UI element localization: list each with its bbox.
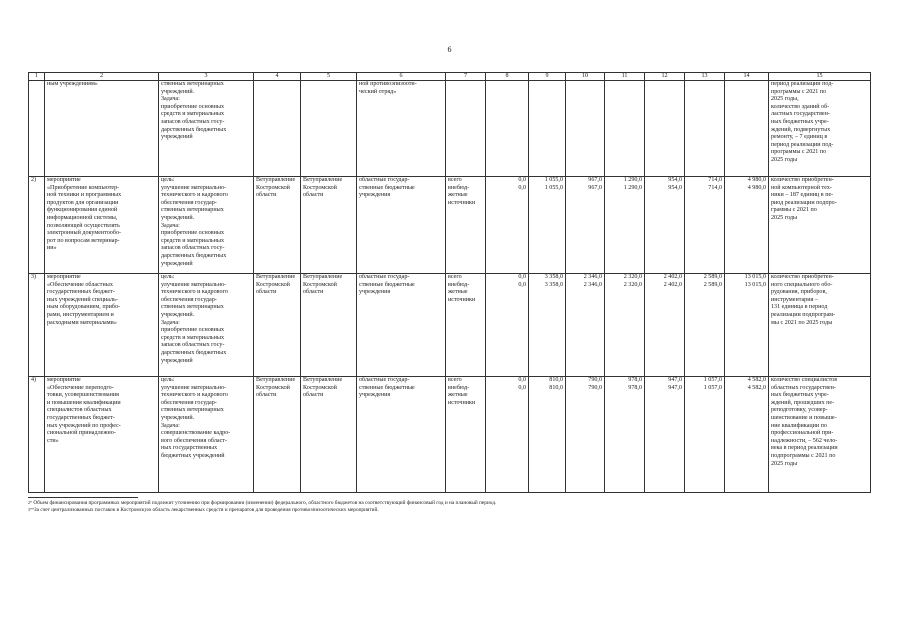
cell-line: цель: [161,177,175,183]
cell-line: ных государственных [161,445,218,452]
footnote-mark: 2* [28,500,32,505]
cell-line: ной противоэпизооти- [359,81,417,87]
cell-line: учреждений [161,260,193,267]
cell-executor [254,377,301,493]
cell-line: учреждений [161,357,193,364]
cell-value [685,177,725,274]
cell-line: рот по вопросам ветеринар- [47,237,120,244]
column-number: 9 [529,73,566,81]
cell-line: области [303,392,324,399]
value-extrabudget: 2 589,0 [703,281,722,288]
cell-line: всего [448,177,462,183]
value-total: 810,0 [549,377,563,383]
cell-goal [159,177,254,274]
value-total: 0,0 [518,377,526,383]
cell-line: мы с 2021 по 2025 годы [771,319,833,326]
cell-line: количество зданий об- [771,103,830,110]
value-extrabudget: 0,0 [518,281,526,288]
cell-line: учреждения [359,289,391,296]
cell-line: реализации подпрограм- [771,311,836,318]
cell-value [605,177,645,274]
cell-line: внебюд- [448,184,470,191]
value-extrabudget: 978,0 [628,384,642,391]
cell-line: количество приобретен- [771,274,834,280]
cell-line: Ветуправление [303,377,343,383]
cell-result [769,81,871,177]
cell-line: граммы с 2021 по [771,207,817,214]
column-number-row [29,73,871,81]
cell-line: учреждений. [161,88,195,95]
value-total: 1 055,0 [544,177,563,183]
cell-coexecutor [301,377,357,493]
value-total: 4 980,0 [747,177,766,183]
cell-coexecutor [301,274,357,377]
cell-line: государственных бюджет- [47,414,115,421]
cell-line: области [256,192,277,199]
cell-value [566,377,605,493]
cell-line: источники [448,399,476,406]
cell-line: учреждений [161,134,193,141]
cell-number [29,81,45,177]
cell-value [486,377,529,493]
cell-line: всего [448,274,462,280]
cell-line: Ветуправление [256,177,296,183]
cell-value [685,377,725,493]
cell-goal [159,274,254,377]
cell-line: ной техники и программных [47,192,122,199]
column-number: 3 [159,73,254,81]
cell-value [605,377,645,493]
cell-line: ремонту, – 7 единиц в [771,134,828,141]
cell-line: 131 единица в период [771,304,828,311]
cell-source [446,177,486,274]
cell-value [645,377,685,493]
cell-value [529,274,566,377]
cell-line: приобретение основных [161,103,225,110]
cell-line: Ветуправление [303,274,343,280]
cell-line: мероприятие [47,274,81,280]
cell-line: ных бюджетных учре- [771,392,829,399]
value-total: 3 358,0 [544,274,563,280]
cell-value [685,81,725,177]
cell-line: ных бюджетных учре- [771,118,829,125]
cell-line: жетные [448,392,468,399]
cell-line: «Обеспечение областных [47,281,113,288]
cell-line: улучшение материально- [161,384,227,391]
value-total: 967,0 [588,177,602,183]
cell-line: цель: [161,274,175,280]
cell-line: профессиональной при- [771,430,834,437]
value-total: 2 320,0 [623,274,642,280]
cell-line: средств и материальных [161,334,225,341]
cell-value [529,81,566,177]
cell-line: риод реализации подпро- [771,199,837,206]
cell-line: инструментария – [771,296,818,303]
table-row [29,177,871,274]
cell-line: приобретение основных [161,327,225,334]
cell-source [446,274,486,377]
cell-coexecutor [301,81,357,177]
cell-line: обеспечения государ- [161,399,217,406]
cell-line: Костромской [303,384,337,391]
value-extrabudget: 4 980,0 [747,184,766,191]
cell-line: жетные [448,192,468,199]
cell-line: 2025 годы [771,156,798,163]
column-number: 6 [357,73,446,81]
cell-line: программы с 2021 по [771,88,827,95]
cell-activity [45,377,159,493]
column-number: 13 [685,73,725,81]
cell-line: количество специалистов [771,377,838,383]
cell-value [566,274,605,377]
cell-line: мероприятие [47,377,81,383]
cell-line: века в период реализации [771,445,838,452]
cell-value [645,177,685,274]
value-total: 0,0 [518,177,526,183]
cell-line: информационной системы, [47,214,118,221]
cell-line: запасов областных госу- [161,245,225,252]
column-number: 7 [446,73,486,81]
cell-line: источники [448,199,476,206]
cell-line: 2025 годы [771,460,798,467]
value-total: 4 582,0 [747,377,766,383]
cell-line: Костромской [256,281,290,288]
footnote-text: Объем финансирования программных мероприятий подлежит уточнению при формировании (изменении) федерального, областного бюджетов на соответствующий финансовый год и на плановый период. [33,500,497,506]
footnote-rule [28,497,138,498]
value-total: 2 402,0 [663,274,682,280]
cell-value [446,81,486,177]
cell-value [529,177,566,274]
cell-line: учреждения [359,392,391,399]
cell-activity [45,177,159,274]
cell-value [685,274,725,377]
cell-executor [254,274,301,377]
cell-line: рами, инструментарием и [47,311,114,318]
cell-line: Костромской [256,384,290,391]
cell-line: цель: [161,377,175,383]
cell-line: технического и кадрового [161,192,228,199]
cell-line: внебюд- [448,384,470,391]
cell-line: ственные бюджетные [359,384,415,391]
column-number: 10 [566,73,605,81]
value-extrabudget: 1 290,0 [623,184,642,191]
cell-line: сти» [47,437,59,444]
cell-line: ческий отряд» [359,88,397,95]
value-extrabudget: 2 402,0 [663,281,682,288]
cell-line: областных государствен- [771,384,836,391]
cell-number: 4) [29,377,45,493]
cell-value [645,81,685,177]
cell-line: областные государ- [359,274,410,280]
cell-value [725,81,769,177]
value-extrabudget: 954,0 [668,184,682,191]
value-total: 790,0 [588,377,602,383]
footnotes [28,497,870,513]
cell-line: ластных государствен- [771,111,830,118]
footnote-2 [28,507,870,514]
cell-value [486,81,529,177]
cell-value [566,177,605,274]
value-total: 2 346,0 [583,274,602,280]
value-extrabudget: 2 346,0 [583,281,602,288]
value-extrabudget: 0,0 [518,384,526,391]
program-activities-table [28,72,871,493]
cell-line: области [303,289,324,296]
cell-line: ственных ветеринарных [161,207,224,214]
cell-line: области [256,289,277,296]
cell-line: электронный документообо- [47,230,122,237]
cell-line: учреждений. [161,414,195,421]
cell-line: всего [448,377,462,383]
cell-line: средств и материальных [161,111,225,118]
cell-line: период реализации под- [771,141,834,148]
cell-line: количество приобретен- [771,177,834,183]
cell-line: учреждений. [161,311,195,318]
cell-result [769,377,871,493]
cell-line: функционирования единой [47,207,118,214]
cell-result [769,177,871,274]
value-extrabudget: 967,0 [588,184,602,191]
cell-line: товки, усовершенствования [47,392,119,399]
cell-line: ние квалификации по [771,422,827,429]
cell-line: ным учреждениям» [47,81,98,87]
cell-line: улучшение материально- [161,184,227,191]
cell-line: дарственных бюджетных [161,349,227,356]
column-number: 4 [254,73,301,81]
value-total: 2 589,0 [703,274,722,280]
cell-line: ии» [47,245,57,252]
value-extrabudget: 1 057,0 [703,384,722,391]
cell-line: позволяющей осуществлять [47,222,120,229]
cell-participants [357,177,446,274]
value-total: 954,0 [668,177,682,183]
cell-participants [357,274,446,377]
cell-line: ным оборудованием, прибо- [47,304,121,311]
cell-line: совершенствование кадро- [161,430,231,437]
column-number: 2 [45,73,159,81]
footnote-1 [28,500,870,507]
cell-coexecutor [301,177,357,274]
table-row-continuation [29,81,871,177]
cell-line: Задача: [161,96,180,103]
cell-line: учреждений. [161,214,195,221]
cell-line: специалистов областных [47,407,112,414]
cell-line: бюджетных учреждений [161,452,225,459]
cell-value [725,177,769,274]
cell-executor [254,81,301,177]
cell-line: ственных ветеринарных [161,304,224,311]
cell-line: ных учреждений специаль- [47,296,118,303]
cell-line: внебюд- [448,281,470,288]
cell-line: ственные бюджетные [359,281,415,288]
cell-line: ной компьютерной тех- [771,184,832,191]
cell-line: Ветуправление [256,377,296,383]
cell-number: 2) [29,177,45,274]
column-number: 11 [605,73,645,81]
cell-value [486,177,529,274]
value-extrabudget: 4 582,0 [747,384,766,391]
cell-line: областные государ- [359,377,410,383]
cell-value [725,274,769,377]
table-row [29,377,871,493]
cell-goal [159,377,254,493]
cell-line: расходными материалами» [47,319,117,326]
cell-line: Задача: [161,319,180,326]
value-extrabudget: 3 358,0 [544,281,563,288]
cell-value [529,377,566,493]
column-number: 15 [769,73,871,81]
footnote-text: За счет централизованных поставок в Костромскую область лекарственных средств и препаратов для проведения противоэпизоотических мероприятий. [34,506,379,513]
cell-line: обеспечения государ- [161,199,217,206]
cell-line: учреждения [359,192,391,199]
cell-line: запасов областных госу- [161,118,225,125]
cell-line: мероприятие [47,177,81,183]
cell-line: Ветуправление [303,177,343,183]
value-total: 0,0 [518,274,526,280]
cell-line: ждений, прошедших пе- [771,399,835,406]
cell-line: рудования, приборов, [771,289,827,296]
cell-value [605,81,645,177]
value-total: 947,0 [668,377,682,383]
table-row [29,274,871,377]
cell-line: надлежности, – 562 чело- [771,437,838,444]
cell-line: дарственных бюджетных [161,126,227,133]
cell-line: жетные [448,289,468,296]
cell-line: ственных ветеринарных [161,407,224,414]
cell-line: ного специального обо- [771,281,833,288]
cell-line: «Обеспечение переподго- [47,384,114,391]
value-total: 13 015,0 [744,274,766,280]
value-extrabudget: 0,0 [518,184,526,191]
cell-line: ждений, подвергнутых [771,126,831,133]
cell-line: обеспечения государ- [161,296,217,303]
cell-value [645,274,685,377]
cell-line: Ветуправление [256,274,296,280]
value-total: 714,0 [708,177,722,183]
cell-line: Костромской [303,281,337,288]
cell-line: шенствование и повыше- [771,414,837,421]
cell-line: приобретение основных [161,230,225,237]
column-number: 5 [301,73,357,81]
cell-result [769,274,871,377]
value-total: 1 290,0 [623,177,642,183]
cell-value [566,81,605,177]
value-extrabudget: 2 320,0 [623,281,642,288]
cell-line: области [303,192,324,199]
cell-value [605,274,645,377]
cell-line: ственных ветеринарных [161,81,224,87]
cell-line: Задача: [161,222,180,229]
cell-executor [254,177,301,274]
cell-activity [45,81,159,177]
cell-line: программы с 2021 по [771,149,827,156]
cell-line: вого обеспечения област- [161,437,227,444]
cell-line: 2025 годы [771,214,798,221]
cell-line: реподготовку, усовер- [771,407,828,414]
column-number: 1 [29,73,45,81]
cell-line: и повышения квалификации [47,399,121,406]
cell-line: запасов областных госу- [161,342,225,349]
value-extrabudget: 790,0 [588,384,602,391]
cell-line: Костромской [256,184,290,191]
value-extrabudget: 13 015,0 [744,281,766,288]
cell-line: подпрограммы с 2021 по [771,452,836,459]
cell-line: государственных бюджет- [47,289,115,296]
cell-line: ники – 187 единиц в пе- [771,192,834,199]
cell-line: ных учреждений по профес- [47,422,121,429]
cell-line: сиональной принадлежно- [47,430,116,437]
cell-line: области [256,392,277,399]
column-number: 12 [645,73,685,81]
value-extrabudget: 714,0 [708,184,722,191]
value-extrabudget: 810,0 [549,384,563,391]
cell-line: областные государ- [359,177,410,183]
cell-line: Костромской [303,184,337,191]
column-number: 8 [486,73,529,81]
cell-line: период реализации под- [771,81,834,87]
cell-line: дарственных бюджетных [161,252,227,259]
value-total: 978,0 [628,377,642,383]
cell-participants [357,81,446,177]
cell-value [725,377,769,493]
cell-value [486,274,529,377]
cell-line: технического и кадрового [161,289,228,296]
column-number: 14 [725,73,769,81]
cell-activity [45,274,159,377]
cell-number: 3) [29,274,45,377]
cell-line: источники [448,296,476,303]
cell-line: средств и материальных [161,237,225,244]
page-number: 6 [447,45,452,54]
footnote-mark: 3** [28,506,34,512]
cell-participants [357,377,446,493]
cell-line: технического и кадрового [161,392,228,399]
value-total: 1 057,0 [703,377,722,383]
cell-line: продуктов для организации [47,199,119,206]
cell-line: «Приобретение компьютер- [47,184,120,191]
cell-line: ственные бюджетные [359,184,415,191]
cell-line: Задача: [161,422,180,429]
value-extrabudget: 1 055,0 [544,184,563,191]
cell-source [446,377,486,493]
cell-line: 2025 годы, [771,96,799,103]
value-extrabudget: 947,0 [668,384,682,391]
cell-line: улучшение материально- [161,281,227,288]
cell-goal [159,81,254,177]
